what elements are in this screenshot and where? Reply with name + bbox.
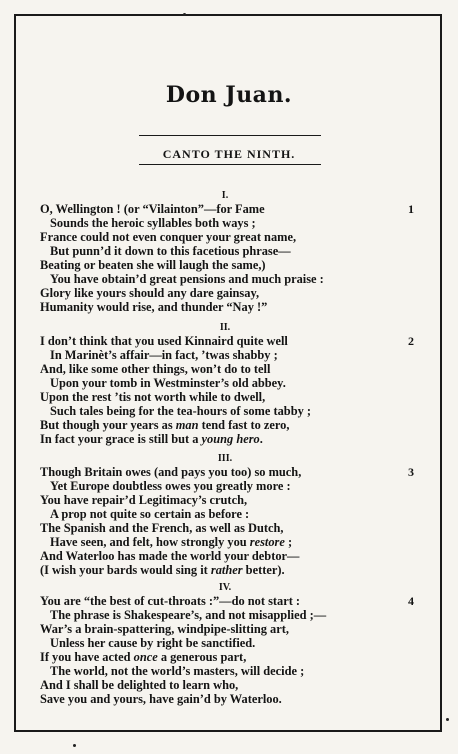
verse-line: (I wish your bards would sing it rather better). xyxy=(40,563,285,577)
verse-line: You have obtain’d great pensions and much praise : xyxy=(50,272,324,286)
margin-number: 2 xyxy=(408,334,414,348)
speck xyxy=(446,718,449,721)
verse-line: In fact your grace is still but a young hero. xyxy=(40,432,263,446)
verse-line: France could not even conquer your great name, xyxy=(40,230,297,244)
verse-line: But punn’d it down to this facetious phrase— xyxy=(50,244,291,258)
stanza xyxy=(40,453,420,577)
verse-line: Beating or beaten she will laugh the same,) xyxy=(40,258,266,272)
stanza-number: III. xyxy=(217,453,233,464)
verse-line: If you have acted once a generous part, xyxy=(40,650,247,664)
verse-line: Humanity would rise, and thunder “Nay !” xyxy=(40,300,268,314)
verse-line: Glory like yours should any dare gainsay, xyxy=(40,286,260,300)
stanza xyxy=(40,322,420,446)
margin-number: 3 xyxy=(408,465,414,479)
verse-line: Have seen, and felt, how strongly you restore ; xyxy=(50,535,293,549)
verse-line: And I shall be delighted to learn who, xyxy=(40,678,239,692)
verse-line: In Marinèt’s affair—in fact, ’twas shabby ; xyxy=(50,348,278,362)
stanza-number: I. xyxy=(221,190,229,201)
rule-top xyxy=(139,135,321,136)
page-title: Don Juan. xyxy=(165,82,293,108)
verse-line: O, Wellington ! (or “Vilainton”—for Fame 1 xyxy=(40,202,414,216)
verse-line: And Waterloo has made the world your debtor— xyxy=(40,549,300,563)
rule-bottom xyxy=(139,164,321,165)
speck xyxy=(183,13,186,16)
verse-line: Though Britain owes (and pays you too) so much, 3 xyxy=(40,465,414,479)
stanza xyxy=(40,190,420,314)
verse-line: And, like some other things, won’t do to tell xyxy=(40,362,271,376)
verse-line: I don’t think that you used Kinnaird quite well 2 xyxy=(40,334,414,348)
verse-line: A prop not quite so certain as before : xyxy=(50,507,250,521)
canto-heading: CANTO THE NINTH. xyxy=(162,147,296,161)
verse-line: Unless her cause by right be sanctified. xyxy=(50,636,256,650)
verse-line: The phrase is Shakespeare’s, and not misapplied ;— xyxy=(50,608,327,622)
verse-line: But though your years as man tend fast to zero, xyxy=(40,418,290,432)
margin-number: 1 xyxy=(408,202,414,216)
verse-line: Yet Europe doubtless owes you greatly more : xyxy=(50,479,291,493)
verse-line: Such tales being for the tea-hours of some tabby ; xyxy=(50,404,312,418)
verse-line: You have repair’d Legitimacy’s crutch, xyxy=(40,493,248,507)
speck xyxy=(73,744,76,747)
stanza-number: IV. xyxy=(218,582,232,593)
verse-line: Sounds the heroic syllables both ways ; xyxy=(50,216,256,230)
verse-line: You are “the best of cut-throats :”—do not start : 4 xyxy=(40,594,414,608)
verse-line: The world, not the world’s masters, will decide ; xyxy=(50,664,305,678)
verse-line: War’s a brain-spattering, windpipe-slitting art, xyxy=(40,622,289,636)
verse-line: The Spanish and the French, as well as Dutch, xyxy=(40,521,284,535)
margin-number: 4 xyxy=(408,594,414,608)
verse-line: Upon your tomb in Westminster’s old abbey. xyxy=(50,376,286,390)
stanza xyxy=(40,582,420,706)
stanza-number: II. xyxy=(219,322,231,333)
verse-line: Save you and yours, have gain’d by Waterloo. xyxy=(40,692,282,706)
verse-line: Upon the rest ’tis not worth while to dwell, xyxy=(40,390,266,404)
